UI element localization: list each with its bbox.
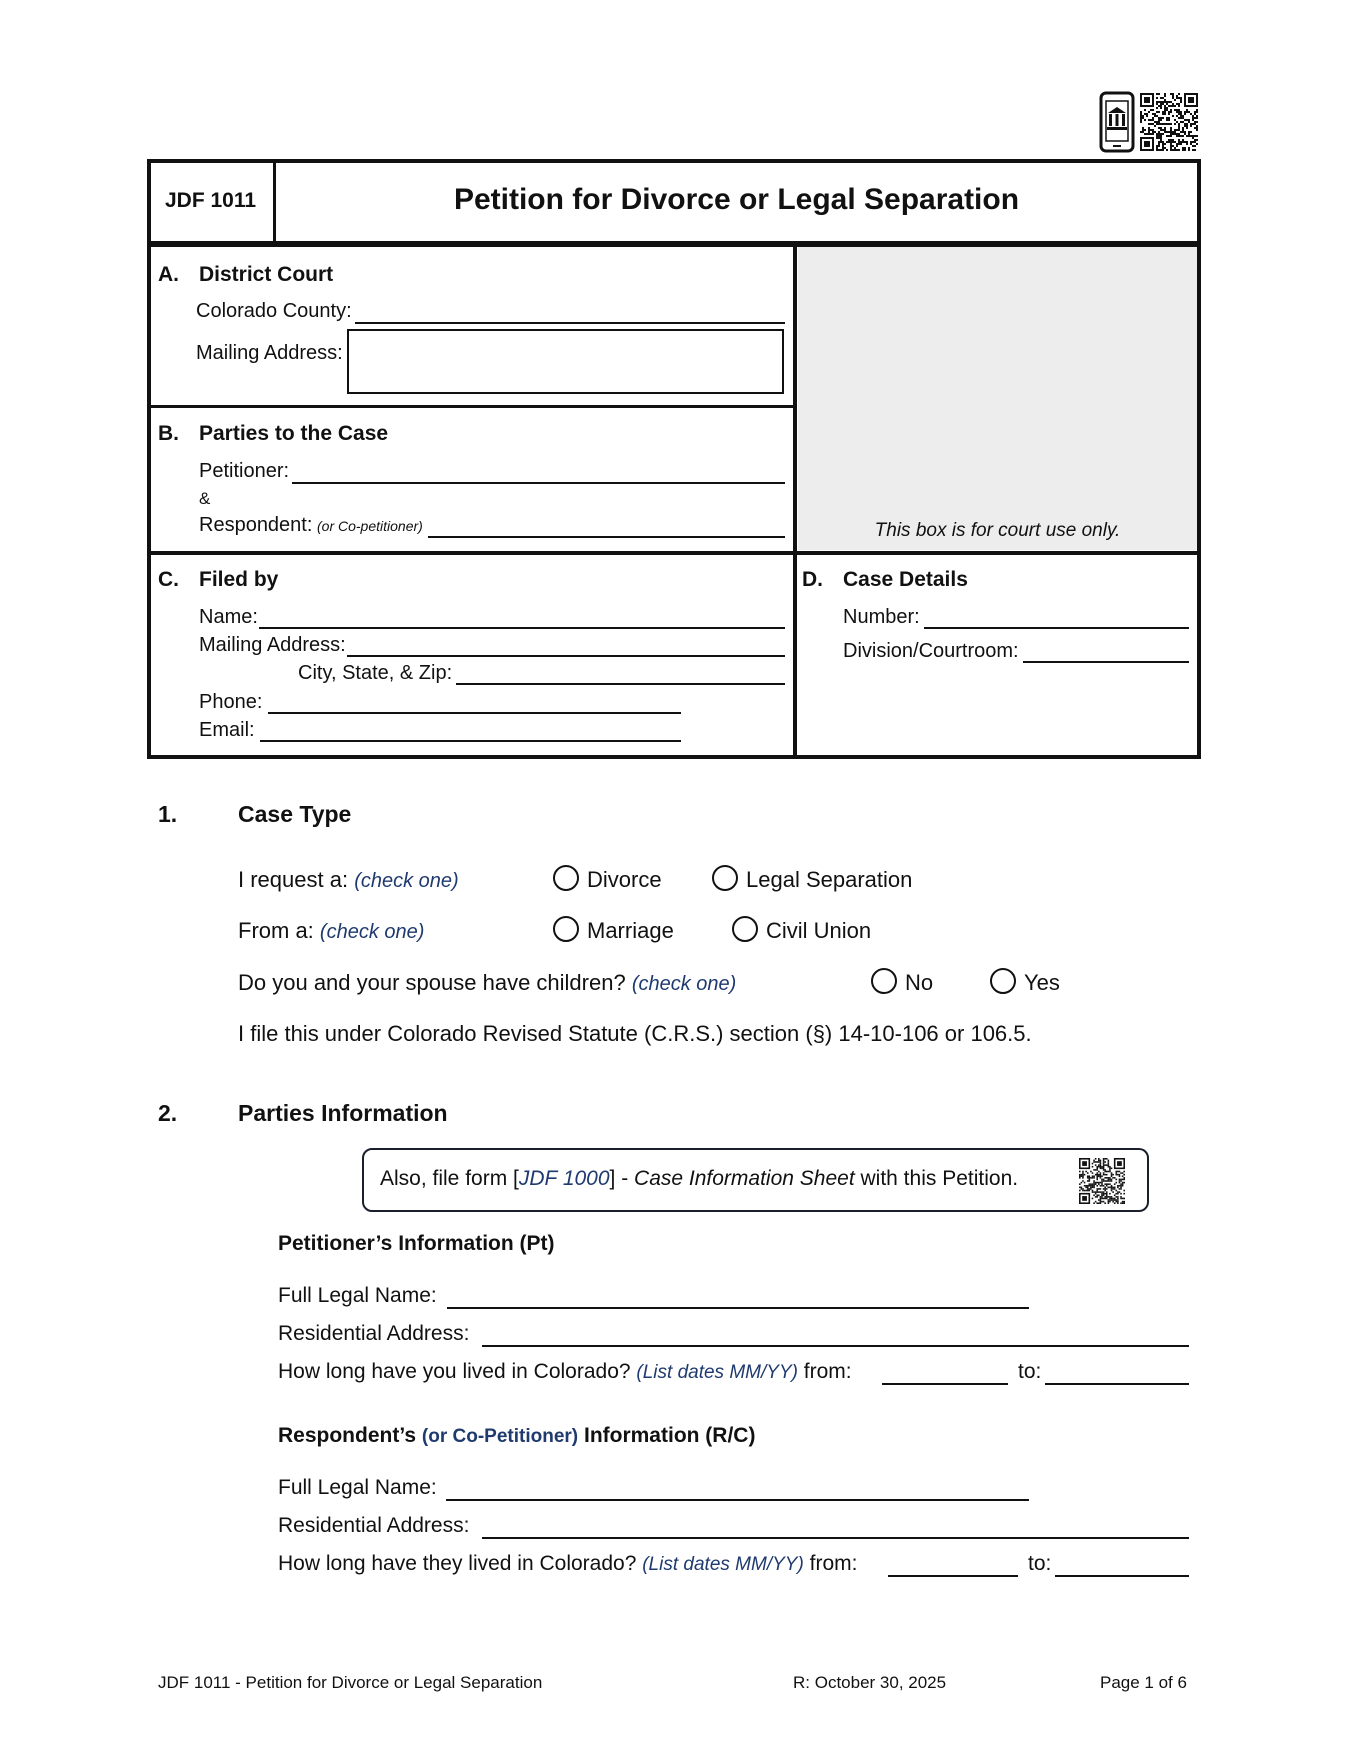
section-b-heading: Parties to the Case [199,422,389,445]
option-legal-separation: Legal Separation [746,867,913,892]
filer-name-label: Name: [199,606,258,628]
case-request-label: I request a: (check one) [238,867,459,892]
relationship-hint: (check one) [319,921,425,943]
division-label: Division/Courtroom: [843,640,1019,662]
radio-marriage[interactable] [553,916,579,942]
court-use-note: This box is for court use only. [874,520,1121,541]
pt-name-field[interactable] [447,1307,1029,1309]
rc-lived-label: How long have they lived in Colorado? (List dates MM/YY) from: [278,1552,858,1575]
option-divorce: Divorce [587,867,662,892]
section-c-heading: Filed by [199,568,279,591]
section-2-heading: Parties Information [238,1100,448,1126]
rc-name-label: Full Legal Name: [278,1476,437,1499]
pt-address-label: Residential Address: [278,1322,470,1345]
courthouse-phone-icon [1099,91,1135,153]
rc-address-field[interactable] [482,1537,1189,1539]
county-field[interactable] [355,322,785,324]
qr-code-icon [1140,93,1198,151]
respondent-info-heading: Respondent’s (or Co-Petitioner) Information (R/C) [278,1424,756,1447]
pt-to-field[interactable] [1045,1383,1189,1385]
notice-box [362,1148,1149,1212]
petitioner-field[interactable] [292,482,785,484]
petitioner-info-heading: Petitioner’s Information (Pt) [278,1232,555,1255]
filer-phone-label: Phone: [199,691,263,713]
radio-divorce[interactable] [553,865,579,891]
option-civil-union: Civil Union [766,918,872,943]
filer-city-field[interactable] [456,683,785,685]
footer-page-number: Page 1 of 6 [1100,1673,1187,1692]
notice-qr-code-icon [1079,1158,1125,1204]
filer-city-label: City, State, & Zip: [298,662,453,684]
option-marriage: Marriage [587,918,674,943]
section-a-heading: District Court [199,263,334,286]
case-number-field[interactable] [924,627,1189,629]
footer-revision-date: R: October 30, 2025 [793,1673,947,1692]
notice-text: Also, file form [JDF 1000] - Case Information Sheet with this Petition. [380,1167,1019,1190]
filer-phone-field[interactable] [268,712,681,714]
rc-address-label: Residential Address: [278,1514,470,1537]
rc-to-field[interactable] [1055,1575,1189,1577]
respondent-hint: (or Co-petitioner) [317,518,423,534]
radio-legal-separation[interactable] [712,865,738,891]
pt-address-field[interactable] [482,1345,1189,1347]
statute-text: I file this under Colorado Revised Statute (C.R.S.) section (§) 14-10-106 or 106.5. [238,1021,1032,1046]
respondent-field[interactable] [428,536,785,538]
section-d-heading: Case Details [843,568,968,591]
filer-mailing-label: Mailing Address: [199,634,346,656]
relationship-label: From a: (check one) [238,918,425,943]
rc-to-label: to: [1028,1552,1052,1575]
section-2-number: 2. [158,1100,178,1126]
filer-name-field[interactable] [259,627,785,629]
option-children-no: No [905,970,934,995]
header-box [147,159,1201,245]
section-b-letter: B. [158,422,179,445]
filer-email-label: Email: [199,719,255,741]
pt-lived-label: How long have you lived in Colorado? (List dates MM/YY) from: [278,1360,852,1383]
rc-from-field[interactable] [888,1575,1018,1577]
children-label: Do you and your spouse have children? (check one) [238,970,737,995]
case-number-label: Number: [843,606,920,628]
radio-children-no[interactable] [871,968,897,994]
section-1-heading: Case Type [238,801,352,827]
rc-name-field[interactable] [446,1499,1029,1501]
respondent-label: Respondent: [199,514,313,536]
ampersand: & [199,489,211,508]
section-d-letter: D. [802,568,823,591]
court-use-box [798,247,1197,550]
children-hint: (check one) [631,973,737,995]
petitioner-label: Petitioner: [199,460,290,482]
filer-mailing-field[interactable] [347,655,785,657]
page-title: Petition for Divorce or Legal Separation [453,183,1020,216]
jdf-1000-link[interactable]: JDF 1000 [518,1167,610,1190]
option-children-yes: Yes [1024,970,1060,995]
court-mailing-label: Mailing Address: [196,342,343,364]
radio-children-yes[interactable] [990,968,1016,994]
form-id: JDF 1011 [165,189,257,212]
division-field[interactable] [1023,661,1189,663]
court-mailing-field[interactable] [347,329,784,394]
county-label: Colorado County: [196,300,352,322]
radio-civil-union[interactable] [732,916,758,942]
filer-email-field[interactable] [260,740,681,742]
footer-form-title: JDF 1011 - Petition for Divorce or Legal Separation [158,1673,543,1692]
pt-to-label: to: [1018,1360,1042,1383]
pt-from-field[interactable] [882,1383,1008,1385]
section-a-letter: A. [158,263,179,286]
section-c-letter: C. [158,568,179,591]
case-request-hint: (check one) [354,870,459,892]
section-1-number: 1. [158,801,178,827]
pt-name-label: Full Legal Name: [278,1284,437,1307]
